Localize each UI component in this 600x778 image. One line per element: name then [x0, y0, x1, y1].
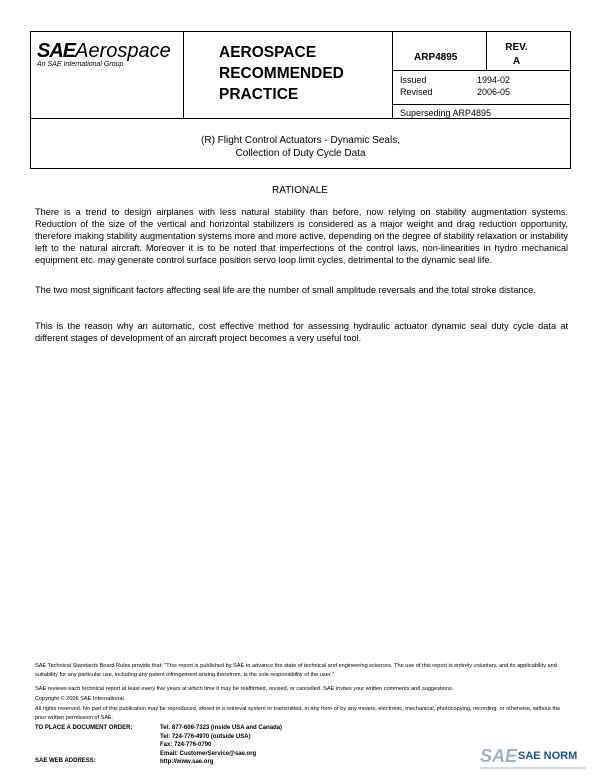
web-address-link[interactable]: http://www.sae.org — [160, 759, 214, 765]
issued-label: Issued — [400, 75, 427, 85]
revised-date: 2006-05 — [477, 87, 511, 97]
watermark-graphic — [478, 743, 588, 773]
logo-brand: SAE — [37, 40, 76, 62]
header-divider — [392, 70, 571, 71]
footer-policy: SAE Technical Standards Board Rules provide that: "This report is published by SAE to advance the state of technical and engineering sciences. The use of this report is entirely voluntary, and its applicability and suitability for any particular use, including any patent infringement arising therefrom, is the sole responsibility of the user." — [35, 663, 557, 678]
footer-rights: All rights reserved. No part of this publication may be reproduced, stored in a retrieval system or transmitted, in any form or by any means, electronic, mechanical, photocopying, recording, or otherwise, without the prior written permission of SAE. — [35, 706, 561, 721]
header-divider — [392, 104, 571, 105]
doc-type-line: AEROSPACE — [219, 44, 317, 61]
watermark-brand: SAE — [480, 746, 518, 766]
rationale-paragraph: There is a trend to design airplanes with less natural stability than before, now relying on stability augmentation systems. Reduction of the size of the vertical and horizontal stabilizers is considered as a major weight and drag reduction opportunity, therefore making stability augmentation systems more and more active, depending on the degree of stability relaxation or instability left to the natural aircraft. Moreover it is to be noted that imperfections of the control laws, non-linearities in hydro mechanical equipment etc. may generate control surface position servo loop limit cycles, detrimental to the dynamic seal life. — [35, 207, 568, 265]
document-type — [219, 42, 344, 105]
footer-copyright: Copyright © 2006 SAE International — [35, 696, 124, 702]
document-title — [30, 119, 571, 169]
document-header — [30, 31, 571, 119]
logo-tagline: An SAE International Group — [37, 61, 124, 68]
document-number: ARP4895 — [414, 52, 458, 63]
rationale-heading: RATIONALE — [272, 185, 328, 196]
sae-aerospace-logo — [37, 40, 197, 68]
header-divider — [392, 32, 393, 119]
order-email[interactable]: Email: CustomerService@sae.org — [160, 750, 257, 757]
sae-norm-watermark — [478, 743, 588, 773]
revision-value: A — [512, 56, 521, 67]
header-divider — [486, 32, 487, 70]
footer-review: SAE reviews each technical report at least every five years at which time it may be reaffirmed, revised, or cancelled. SAE invites your written comments and suggestions. — [35, 686, 454, 692]
doc-type-line: RECOMMENDED — [219, 65, 344, 82]
title-line: (R) Flight Control Actuators - Dynamic Seals, — [201, 135, 400, 146]
order-phone-domestic: Tel: 877-606-7323 (inside USA and Canada) — [160, 725, 283, 731]
web-address-label: SAE WEB ADDRESS: — [35, 758, 96, 764]
order-fax: Fax: 724-776-0790 — [160, 742, 212, 748]
superseding-note: Superseding ARP4895 — [400, 108, 492, 118]
revised-label: Revised — [400, 87, 433, 97]
order-label: TO PLACE A DOCUMENT ORDER: — [35, 725, 133, 731]
title-line: Collection of Duty Cycle Data — [235, 148, 366, 159]
issued-date: 1994-02 — [477, 75, 511, 85]
rationale-paragraph: The two most significant factors affecting seal life are the number of small amplitude reversals and the total stroke distance. — [35, 285, 536, 295]
logo-name: Aerospace — [75, 40, 171, 62]
rationale-paragraph: This is the reason why an automatic, cost effective method for assessing hydraulic actuator dynamic seal duty cycle data at different stages of development of an aircraft project becomes a very useful tool. — [35, 321, 568, 343]
doc-type-line: PRACTICE — [219, 86, 299, 103]
order-phone-international: Tel: 724-776-4970 (outside USA) — [160, 733, 251, 740]
revision-label: REV. — [505, 42, 528, 53]
watermark-text: SAE NORM — [518, 750, 578, 762]
order-contacts — [160, 724, 282, 767]
